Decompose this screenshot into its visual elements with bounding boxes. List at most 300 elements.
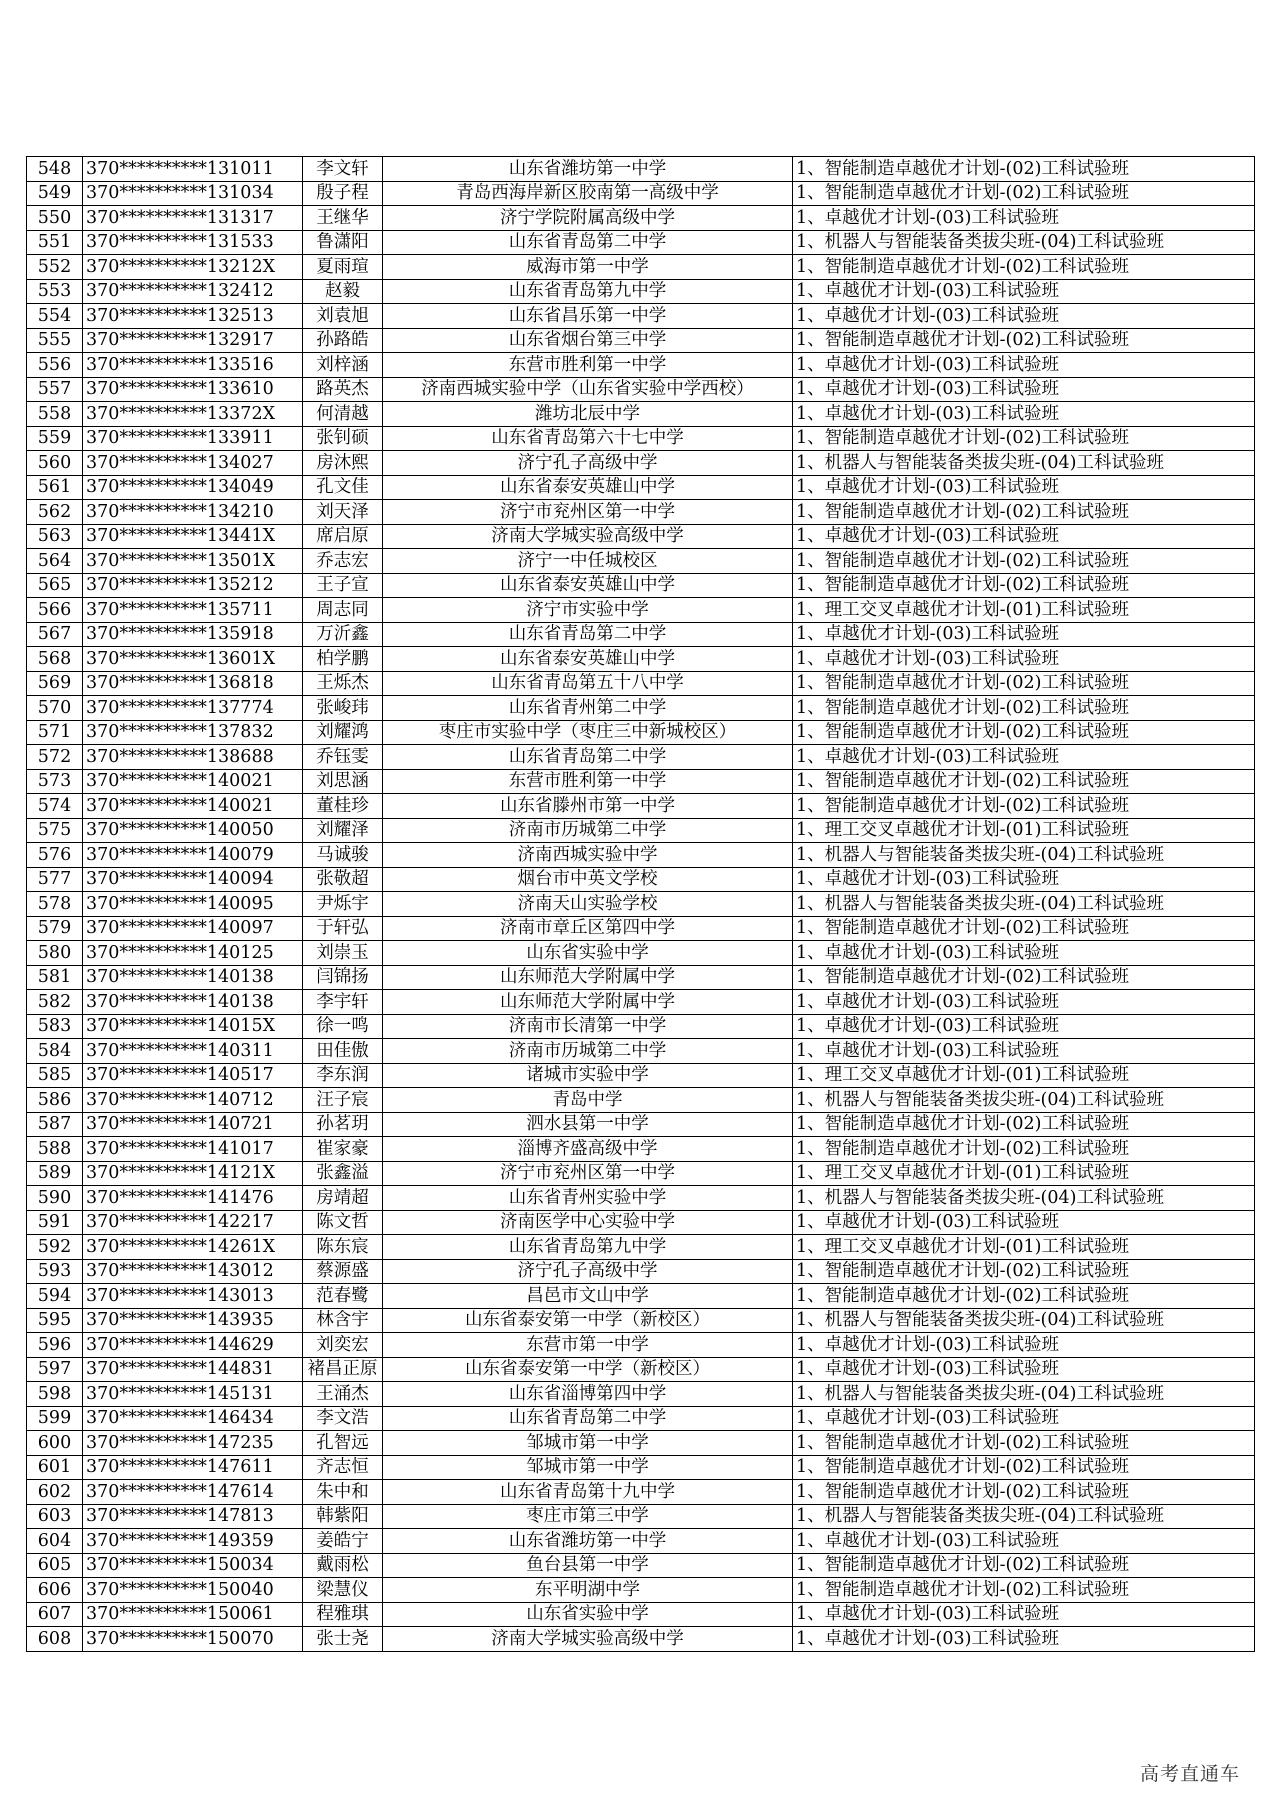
school-name: 东平明湖中学 (383, 1578, 793, 1603)
student-name: 李宇轩 (303, 990, 383, 1015)
program-name: 1、机器人与智能装备类拔尖班-(04)工科试验班 (793, 1308, 1255, 1333)
program-name: 1、卓越优才计划-(03)工科试验班 (793, 377, 1255, 402)
row-number: 549 (27, 181, 83, 206)
school-name: 邹城市第一中学 (383, 1455, 793, 1480)
school-name: 山东省淄博第四中学 (383, 1382, 793, 1407)
student-name: 褚昌正原 (303, 1357, 383, 1382)
row-number: 586 (27, 1088, 83, 1113)
row-number: 574 (27, 794, 83, 819)
program-name: 1、智能制造卓越优才计划-(02)工科试验班 (793, 1259, 1255, 1284)
row-number: 552 (27, 255, 83, 280)
student-name: 张钊硕 (303, 426, 383, 451)
row-number: 582 (27, 990, 83, 1015)
student-name: 林含宇 (303, 1308, 383, 1333)
table-row (27, 304, 1255, 329)
table-row (27, 1382, 1255, 1407)
masked-id: 370**********140097 (83, 916, 303, 941)
row-number: 564 (27, 549, 83, 574)
school-name: 山东省青岛第六十七中学 (383, 426, 793, 451)
student-name: 刘奕宏 (303, 1333, 383, 1358)
student-name: 姜皓宁 (303, 1529, 383, 1554)
table-row (27, 1455, 1255, 1480)
program-name: 1、卓越优才计划-(03)工科试验班 (793, 867, 1255, 892)
table-row (27, 794, 1255, 819)
school-name: 济南市历城第二中学 (383, 1039, 793, 1064)
masked-id: 370**********140021 (83, 769, 303, 794)
table-row (27, 1210, 1255, 1235)
masked-id: 370**********145131 (83, 1382, 303, 1407)
program-name: 1、卓越优才计划-(03)工科试验班 (793, 524, 1255, 549)
masked-id: 370**********134210 (83, 500, 303, 525)
student-name: 王涌杰 (303, 1382, 383, 1407)
row-number: 588 (27, 1137, 83, 1162)
masked-id: 370**********149359 (83, 1529, 303, 1554)
program-name: 1、卓越优才计划-(03)工科试验班 (793, 1627, 1255, 1652)
row-number: 601 (27, 1455, 83, 1480)
row-number: 600 (27, 1431, 83, 1456)
row-number: 602 (27, 1480, 83, 1505)
masked-id: 370**********133911 (83, 426, 303, 451)
row-number: 568 (27, 647, 83, 672)
masked-id: 370**********135711 (83, 598, 303, 623)
masked-id: 370**********133516 (83, 353, 303, 378)
program-name: 1、智能制造卓越优才计划-(02)工科试验班 (793, 181, 1255, 206)
program-name: 1、机器人与智能装备类拔尖班-(04)工科试验班 (793, 1504, 1255, 1529)
school-name: 青岛中学 (383, 1088, 793, 1113)
table-row (27, 1186, 1255, 1211)
table-row (27, 1137, 1255, 1162)
school-name: 济南医学中心实验中学 (383, 1210, 793, 1235)
student-name: 于轩弘 (303, 916, 383, 941)
row-number: 573 (27, 769, 83, 794)
table-row (27, 157, 1255, 182)
table-row (27, 279, 1255, 304)
row-number: 604 (27, 1529, 83, 1554)
program-name: 1、卓越优才计划-(03)工科试验班 (793, 353, 1255, 378)
table-row (27, 549, 1255, 574)
masked-id: 370**********140125 (83, 941, 303, 966)
table-row (27, 720, 1255, 745)
program-name: 1、卓越优才计划-(03)工科试验班 (793, 1333, 1255, 1358)
school-name: 山东省实验中学 (383, 1602, 793, 1627)
school-name: 济南大学城实验高级中学 (383, 524, 793, 549)
row-number: 594 (27, 1284, 83, 1309)
masked-id: 370**********140050 (83, 818, 303, 843)
row-number: 581 (27, 965, 83, 990)
table-row (27, 1504, 1255, 1529)
masked-id: 370**********143012 (83, 1259, 303, 1284)
row-number: 563 (27, 524, 83, 549)
masked-id: 370**********150034 (83, 1553, 303, 1578)
student-name: 刘耀泽 (303, 818, 383, 843)
school-name: 山东省青岛第十九中学 (383, 1480, 793, 1505)
program-name: 1、卓越优才计划-(03)工科试验班 (793, 402, 1255, 427)
masked-id: 370**********134027 (83, 451, 303, 476)
row-number: 567 (27, 622, 83, 647)
school-name: 山东省青州实验中学 (383, 1186, 793, 1211)
program-name: 1、理工交叉卓越优才计划-(01)工科试验班 (793, 1235, 1255, 1260)
program-name: 1、智能制造卓越优才计划-(02)工科试验班 (793, 426, 1255, 451)
masked-id: 370**********135918 (83, 622, 303, 647)
table-row (27, 1161, 1255, 1186)
table-row (27, 1431, 1255, 1456)
school-name: 枣庄市第三中学 (383, 1504, 793, 1529)
masked-id: 370**********14121X (83, 1161, 303, 1186)
student-name: 韩紫阳 (303, 1504, 383, 1529)
row-number: 585 (27, 1063, 83, 1088)
table-row (27, 377, 1255, 402)
table-row (27, 475, 1255, 500)
program-name: 1、卓越优才计划-(03)工科试验班 (793, 475, 1255, 500)
masked-id: 370**********147235 (83, 1431, 303, 1456)
student-name: 李文浩 (303, 1406, 383, 1431)
table-row (27, 622, 1255, 647)
student-name: 张峻玮 (303, 696, 383, 721)
program-name: 1、智能制造卓越优才计划-(02)工科试验班 (793, 916, 1255, 941)
table-row (27, 1063, 1255, 1088)
masked-id: 370**********144831 (83, 1357, 303, 1382)
table-row (27, 867, 1255, 892)
school-name: 济宁市兖州区第一中学 (383, 500, 793, 525)
student-name: 周志同 (303, 598, 383, 623)
school-name: 济宁市兖州区第一中学 (383, 1161, 793, 1186)
program-name: 1、卓越优才计划-(03)工科试验班 (793, 990, 1255, 1015)
masked-id: 370**********147614 (83, 1480, 303, 1505)
row-number: 562 (27, 500, 83, 525)
student-name: 孙路皓 (303, 328, 383, 353)
program-name: 1、卓越优才计划-(03)工科试验班 (793, 1039, 1255, 1064)
masked-id: 370**********140721 (83, 1112, 303, 1137)
student-name: 范春鹭 (303, 1284, 383, 1309)
student-name: 何清越 (303, 402, 383, 427)
row-number: 597 (27, 1357, 83, 1382)
student-name: 马诚骏 (303, 843, 383, 868)
program-name: 1、智能制造卓越优才计划-(02)工科试验班 (793, 671, 1255, 696)
table-row (27, 573, 1255, 598)
row-number: 599 (27, 1406, 83, 1431)
student-name: 房沐熙 (303, 451, 383, 476)
school-name: 山东省青岛第九中学 (383, 279, 793, 304)
school-name: 山东省潍坊第一中学 (383, 1529, 793, 1554)
row-number: 592 (27, 1235, 83, 1260)
program-name: 1、卓越优才计划-(03)工科试验班 (793, 1602, 1255, 1627)
row-number: 583 (27, 1014, 83, 1039)
table-row (27, 647, 1255, 672)
row-number: 550 (27, 206, 83, 231)
program-name: 1、卓越优才计划-(03)工科试验班 (793, 1357, 1255, 1382)
masked-id: 370**********140311 (83, 1039, 303, 1064)
school-name: 济南市历城第二中学 (383, 818, 793, 843)
masked-id: 370**********140138 (83, 990, 303, 1015)
program-name: 1、机器人与智能装备类拔尖班-(04)工科试验班 (793, 230, 1255, 255)
school-name: 青岛西海岸新区胶南第一高级中学 (383, 181, 793, 206)
admission-roster-table (26, 156, 1255, 1652)
row-number: 561 (27, 475, 83, 500)
program-name: 1、卓越优才计划-(03)工科试验班 (793, 206, 1255, 231)
program-name: 1、卓越优才计划-(03)工科试验班 (793, 1406, 1255, 1431)
school-name: 山东师范大学附属中学 (383, 990, 793, 1015)
school-name: 昌邑市文山中学 (383, 1284, 793, 1309)
program-name: 1、机器人与智能装备类拔尖班-(04)工科试验班 (793, 892, 1255, 917)
program-name: 1、智能制造卓越优才计划-(02)工科试验班 (793, 1578, 1255, 1603)
table-row (27, 990, 1255, 1015)
student-name: 田佳傲 (303, 1039, 383, 1064)
school-name: 山东师范大学附属中学 (383, 965, 793, 990)
watermark-text: 高考直通车 (1139, 1763, 1240, 1785)
table-row (27, 1112, 1255, 1137)
program-name: 1、卓越优才计划-(03)工科试验班 (793, 941, 1255, 966)
masked-id: 370**********140138 (83, 965, 303, 990)
masked-id: 370**********132917 (83, 328, 303, 353)
row-number: 557 (27, 377, 83, 402)
table-row (27, 1039, 1255, 1064)
table-row (27, 1284, 1255, 1309)
student-name: 刘天泽 (303, 500, 383, 525)
program-name: 1、卓越优才计划-(03)工科试验班 (793, 304, 1255, 329)
row-number: 571 (27, 720, 83, 745)
school-name: 济南市章丘区第四中学 (383, 916, 793, 941)
roster-body (27, 157, 1255, 1652)
student-name: 徐一鸣 (303, 1014, 383, 1039)
masked-id: 370**********143013 (83, 1284, 303, 1309)
table-row (27, 965, 1255, 990)
school-name: 济宁孔子高级中学 (383, 1259, 793, 1284)
student-name: 孔文佳 (303, 475, 383, 500)
masked-id: 370**********140095 (83, 892, 303, 917)
table-row (27, 892, 1255, 917)
student-name: 殷子程 (303, 181, 383, 206)
school-name: 山东省潍坊第一中学 (383, 157, 793, 182)
masked-id: 370**********140021 (83, 794, 303, 819)
program-name: 1、智能制造卓越优才计划-(02)工科试验班 (793, 696, 1255, 721)
table-row (27, 353, 1255, 378)
school-name: 鱼台县第一中学 (383, 1553, 793, 1578)
program-name: 1、智能制造卓越优才计划-(02)工科试验班 (793, 769, 1255, 794)
school-name: 山东省实验中学 (383, 941, 793, 966)
masked-id: 370**********14261X (83, 1235, 303, 1260)
masked-id: 370**********137774 (83, 696, 303, 721)
row-number: 553 (27, 279, 83, 304)
masked-id: 370**********140517 (83, 1063, 303, 1088)
program-name: 1、智能制造卓越优才计划-(02)工科试验班 (793, 1284, 1255, 1309)
school-name: 山东省青岛第九中学 (383, 1235, 793, 1260)
school-name: 山东省泰安第一中学（新校区） (383, 1357, 793, 1382)
school-name: 淄博齐盛高级中学 (383, 1137, 793, 1162)
masked-id: 370**********135212 (83, 573, 303, 598)
school-name: 济宁市实验中学 (383, 598, 793, 623)
row-number: 584 (27, 1039, 83, 1064)
program-name: 1、卓越优才计划-(03)工科试验班 (793, 745, 1255, 770)
program-name: 1、智能制造卓越优才计划-(02)工科试验班 (793, 328, 1255, 353)
row-number: 569 (27, 671, 83, 696)
program-name: 1、智能制造卓越优才计划-(02)工科试验班 (793, 1431, 1255, 1456)
masked-id: 370**********140094 (83, 867, 303, 892)
program-name: 1、理工交叉卓越优才计划-(01)工科试验班 (793, 1161, 1255, 1186)
masked-id: 370**********134049 (83, 475, 303, 500)
school-name: 山东省青岛第五十八中学 (383, 671, 793, 696)
masked-id: 370**********132412 (83, 279, 303, 304)
school-name: 济宁一中任城校区 (383, 549, 793, 574)
row-number: 579 (27, 916, 83, 941)
program-name: 1、理工交叉卓越优才计划-(01)工科试验班 (793, 1063, 1255, 1088)
row-number: 558 (27, 402, 83, 427)
table-row (27, 1406, 1255, 1431)
masked-id: 370**********131034 (83, 181, 303, 206)
student-name: 孙茗玥 (303, 1112, 383, 1137)
school-name: 威海市第一中学 (383, 255, 793, 280)
row-number: 589 (27, 1161, 83, 1186)
table-row (27, 843, 1255, 868)
program-name: 1、机器人与智能装备类拔尖班-(04)工科试验班 (793, 1088, 1255, 1113)
program-name: 1、机器人与智能装备类拔尖班-(04)工科试验班 (793, 451, 1255, 476)
row-number: 554 (27, 304, 83, 329)
student-name: 夏雨瑄 (303, 255, 383, 280)
table-row (27, 941, 1255, 966)
student-name: 刘梓涵 (303, 353, 383, 378)
student-name: 尹烁宇 (303, 892, 383, 917)
table-row (27, 745, 1255, 770)
masked-id: 370**********132513 (83, 304, 303, 329)
school-name: 山东省泰安第一中学（新校区） (383, 1308, 793, 1333)
program-name: 1、卓越优才计划-(03)工科试验班 (793, 1210, 1255, 1235)
table-row (27, 1578, 1255, 1603)
table-row (27, 1480, 1255, 1505)
table-row (27, 916, 1255, 941)
program-name: 1、理工交叉卓越优才计划-(01)工科试验班 (793, 598, 1255, 623)
row-number: 607 (27, 1602, 83, 1627)
student-name: 孔智远 (303, 1431, 383, 1456)
table-row (27, 230, 1255, 255)
student-name: 王烁杰 (303, 671, 383, 696)
row-number: 593 (27, 1259, 83, 1284)
masked-id: 370**********144629 (83, 1333, 303, 1358)
table-row (27, 1333, 1255, 1358)
masked-id: 370**********150040 (83, 1578, 303, 1603)
student-name: 柏学鹏 (303, 647, 383, 672)
program-name: 1、卓越优才计划-(03)工科试验班 (793, 647, 1255, 672)
masked-id: 370**********131533 (83, 230, 303, 255)
masked-id: 370**********13372X (83, 402, 303, 427)
student-name: 刘思涵 (303, 769, 383, 794)
row-number: 608 (27, 1627, 83, 1652)
student-name: 李文轩 (303, 157, 383, 182)
student-name: 席启原 (303, 524, 383, 549)
table-row (27, 181, 1255, 206)
row-number: 560 (27, 451, 83, 476)
school-name: 山东省泰安英雄山中学 (383, 647, 793, 672)
school-name: 邹城市第一中学 (383, 1431, 793, 1456)
school-name: 烟台市中英文学校 (383, 867, 793, 892)
row-number: 572 (27, 745, 83, 770)
student-name: 闫锦扬 (303, 965, 383, 990)
row-number: 576 (27, 843, 83, 868)
masked-id: 370**********150070 (83, 1627, 303, 1652)
row-number: 566 (27, 598, 83, 623)
student-name: 戴雨松 (303, 1553, 383, 1578)
school-name: 东营市胜利第一中学 (383, 769, 793, 794)
table-row (27, 1602, 1255, 1627)
table-row (27, 1357, 1255, 1382)
student-name: 刘耀鸿 (303, 720, 383, 745)
masked-id: 370**********133610 (83, 377, 303, 402)
masked-id: 370**********138688 (83, 745, 303, 770)
table-row (27, 500, 1255, 525)
program-name: 1、智能制造卓越优才计划-(02)工科试验班 (793, 500, 1255, 525)
row-number: 595 (27, 1308, 83, 1333)
row-number: 596 (27, 1333, 83, 1358)
table-row (27, 255, 1255, 280)
program-name: 1、卓越优才计划-(03)工科试验班 (793, 1014, 1255, 1039)
program-name: 1、智能制造卓越优才计划-(02)工科试验班 (793, 965, 1255, 990)
table-row (27, 402, 1255, 427)
program-name: 1、智能制造卓越优才计划-(02)工科试验班 (793, 1137, 1255, 1162)
school-name: 诸城市实验中学 (383, 1063, 793, 1088)
masked-id: 370**********140079 (83, 843, 303, 868)
row-number: 603 (27, 1504, 83, 1529)
masked-id: 370**********136818 (83, 671, 303, 696)
student-name: 乔志宏 (303, 549, 383, 574)
school-name: 山东省滕州市第一中学 (383, 794, 793, 819)
program-name: 1、智能制造卓越优才计划-(02)工科试验班 (793, 255, 1255, 280)
student-name: 蔡源盛 (303, 1259, 383, 1284)
program-name: 1、卓越优才计划-(03)工科试验班 (793, 622, 1255, 647)
table-row (27, 1553, 1255, 1578)
student-name: 汪子宸 (303, 1088, 383, 1113)
program-name: 1、智能制造卓越优才计划-(02)工科试验班 (793, 1455, 1255, 1480)
school-name: 山东省青岛第二中学 (383, 745, 793, 770)
masked-id: 370**********137832 (83, 720, 303, 745)
row-number: 575 (27, 818, 83, 843)
school-name: 济南西城实验中学 (383, 843, 793, 868)
masked-id: 370**********147611 (83, 1455, 303, 1480)
table-row (27, 524, 1255, 549)
program-name: 1、机器人与智能装备类拔尖班-(04)工科试验班 (793, 1186, 1255, 1211)
program-name: 1、理工交叉卓越优才计划-(01)工科试验班 (793, 818, 1255, 843)
table-row (27, 1235, 1255, 1260)
masked-id: 370**********150061 (83, 1602, 303, 1627)
row-number: 605 (27, 1553, 83, 1578)
table-row (27, 451, 1255, 476)
masked-id: 370**********131317 (83, 206, 303, 231)
school-name: 泗水县第一中学 (383, 1112, 793, 1137)
school-name: 东营市胜利第一中学 (383, 353, 793, 378)
program-name: 1、智能制造卓越优才计划-(02)工科试验班 (793, 549, 1255, 574)
masked-id: 370**********13441X (83, 524, 303, 549)
student-name: 张敬超 (303, 867, 383, 892)
student-name: 崔家豪 (303, 1137, 383, 1162)
table-row (27, 1259, 1255, 1284)
table-row (27, 1529, 1255, 1554)
table-row (27, 598, 1255, 623)
masked-id: 370**********142217 (83, 1210, 303, 1235)
row-number: 559 (27, 426, 83, 451)
row-number: 551 (27, 230, 83, 255)
student-name: 齐志恒 (303, 1455, 383, 1480)
school-name: 东营市第一中学 (383, 1333, 793, 1358)
school-name: 枣庄市实验中学（枣庄三中新城校区） (383, 720, 793, 745)
table-row (27, 1627, 1255, 1652)
school-name: 山东省昌乐第一中学 (383, 304, 793, 329)
student-name: 李东润 (303, 1063, 383, 1088)
row-number: 555 (27, 328, 83, 353)
student-name: 陈文哲 (303, 1210, 383, 1235)
program-name: 1、卓越优才计划-(03)工科试验班 (793, 279, 1255, 304)
table-row (27, 696, 1255, 721)
table-row (27, 206, 1255, 231)
row-number: 606 (27, 1578, 83, 1603)
program-name: 1、智能制造卓越优才计划-(02)工科试验班 (793, 1480, 1255, 1505)
student-name: 王继华 (303, 206, 383, 231)
